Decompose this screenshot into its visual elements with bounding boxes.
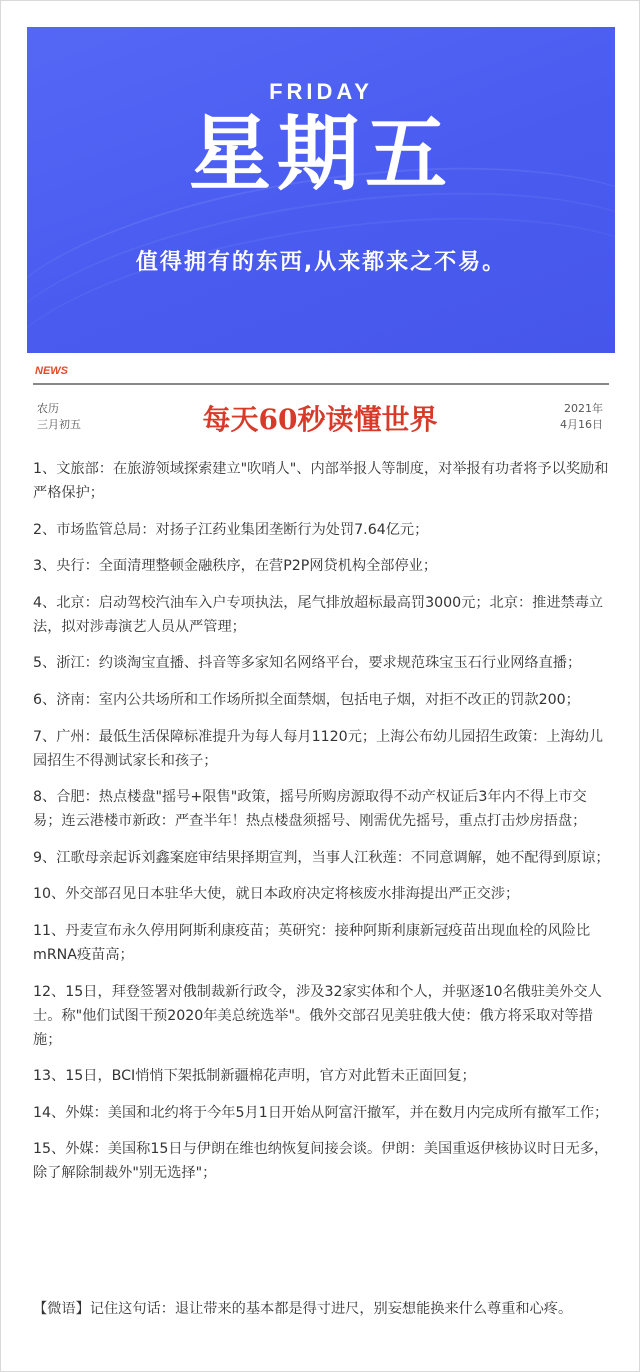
news-list bbox=[33, 457, 611, 1198]
news-item: 5、浙江：约谈淘宝直播、抖音等多家知名网络平台，要求规范珠宝玉石行业网络直播； bbox=[33, 655, 582, 672]
news-item: 15、外媒：美国称15日与伊朗在维也纳恢复间接会谈。伊朗：美国重返伊核协议时日无多，除了解除制裁外"别无选择"； bbox=[33, 1141, 609, 1182]
news-item: 2、市场监管总局：对扬子江药业集团垄断行为处罚7.64亿元； bbox=[33, 521, 429, 538]
news-item: 12、15日，拜登签署对俄制裁新行政令，涉及32家实体和个人，并驱逐10名俄驻美外交人士。称"他们试图干预2020年美总统选举"。俄外交部召见美驻俄大使：俄方将采取对等措施； bbox=[33, 983, 602, 1048]
lunar-label: 农历 bbox=[37, 402, 59, 415]
news-item: 9、江歌母亲起诉刘鑫案庭审结果择期宣判，当事人江秋莲：不同意调解，她不配得到原谅； bbox=[33, 849, 610, 866]
news-item: 3、央行：全面清理整顿金融秩序，在营P2P网贷机构全部停业； bbox=[33, 558, 438, 575]
news-item: 7、广州：最低生活保障标准提升为每人每月1120元；上海公布幼儿园招生政策：上海幼儿园招生不得测试家长和孩子； bbox=[33, 728, 604, 769]
divider bbox=[33, 383, 609, 385]
banner bbox=[27, 27, 615, 353]
news-item: 13、15日，BCI悄悄下架抵制新疆棉花声明，官方对此暂未正面回复； bbox=[33, 1068, 476, 1085]
page-title: 每天60秒读懂世界 bbox=[202, 403, 438, 436]
daily-quote: 【微语】记住这句话：退让带来的基本都是得寸进尺，别妄想能换来什么尊重和心疼。 bbox=[33, 1301, 573, 1317]
weekday-chinese: 星期五 bbox=[188, 107, 453, 202]
news-item: 11、丹麦宣布永久停用阿斯利康疫苗；英研究：接种阿斯利康新冠疫苗出现血栓的风险比mRNA疫苗高； bbox=[33, 922, 591, 963]
news-tag: NEWS bbox=[35, 365, 68, 377]
news-item: 6、济南：室内公共场所和工作场所拟全面禁烟，包括电子烟，对拒不改正的罚款200； bbox=[33, 691, 580, 708]
banner-motto: 值得拥有的东西,从来都来之不易。 bbox=[135, 250, 507, 275]
date-year: 2021年 bbox=[564, 402, 603, 415]
news-item: 8、合肥：热点楼盘"摇号+限售"政策，摇号所购房源取得不动产权证后3年内不得上市交易；连云港楼市新政：严查半年！热点楼盘须摇号、刚需优先摇号，重点打击炒房捂盘； bbox=[33, 789, 587, 830]
date-month-day: 4月16日 bbox=[560, 418, 603, 431]
gregorian-date-block bbox=[560, 401, 603, 433]
news-item: 1、文旅部：在旅游领域探索建立"吹哨人"、内部举报人等制度，对举报有功者将予以奖励和严格保护； bbox=[33, 461, 609, 501]
weekday-english: FRIDAY bbox=[269, 79, 373, 104]
news-item: 4、北京：启动驾校汽油车入户专项执法，尾气排放超标最高罚3000元；北京：推进禁毒立法，拟对涉毒演艺人员从严管理； bbox=[33, 594, 604, 635]
news-item: 10、外交部召见日本驻华大使，就日本政府决定将核废水排海提出严正交涉； bbox=[33, 886, 520, 903]
lunar-date: 三月初五 bbox=[37, 418, 81, 431]
news-item: 14、外媒：美国和北约将于今年5月1日开始从阿富汗撤军，并在数月内完成所有撤军工作； bbox=[33, 1104, 609, 1121]
